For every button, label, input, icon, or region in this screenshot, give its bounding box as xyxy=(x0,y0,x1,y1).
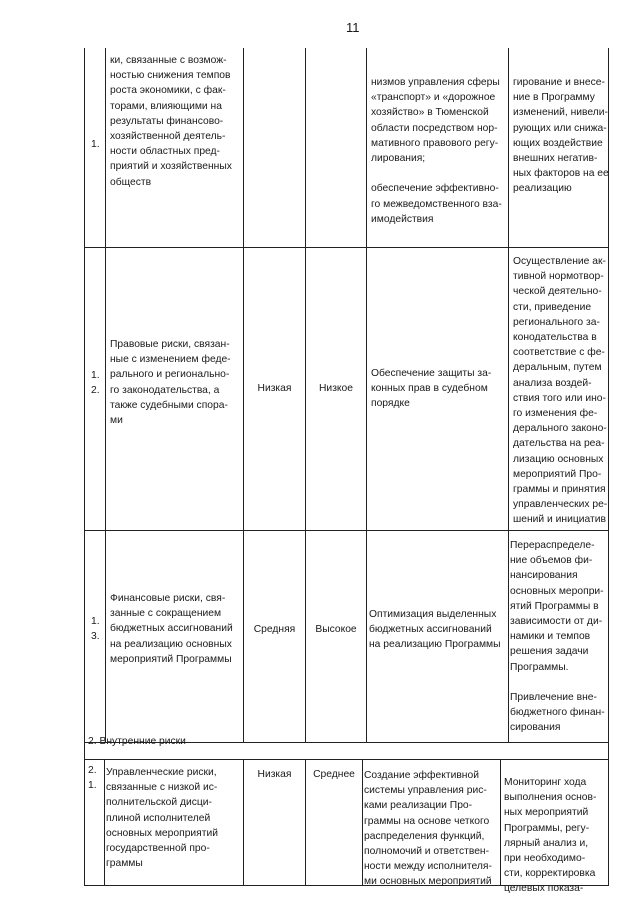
mitigation-measures: низмов управления сферы «транспорт» и «дорожное хозяйство» в Тюменской области посредством нор- мативного правового регу- лирования; обеспечение эффективно- го межведомственного вза- имодействия xyxy=(371,77,502,225)
row-number: 1. 3. xyxy=(91,616,100,643)
impact: Высокое xyxy=(315,624,357,635)
risk-description: Управленческие риски, связанные с низкой ис- полнительской дисци- плиной исполнителей основных мероприятий государственной про- граммы xyxy=(106,767,218,870)
row-number: 2. 1. xyxy=(88,765,97,792)
probability: Низкая xyxy=(257,769,292,780)
risk-description: Правовые риски, связан- ные с изменением феде- рального и регионально- го законодательства, а также судебными спора- ми xyxy=(110,339,231,427)
row-number: 1. xyxy=(91,139,100,150)
response-actions: Осуществление ак- тивной нормотвор- ческой деятельно- сти, приведение регионального за- конодательства в соответствие с фе- деральным, путем анализа воздей- ствия того или ино- го изменения фе- дерального законо- дательства на реа- лизацию основных мероприятий Про- граммы и принятия управленческих ре- шений и инициатив xyxy=(513,256,608,526)
mitigation-measures: Оптимизация выделенных бюджетных ассигнований на реализацию Программы xyxy=(369,609,501,651)
mitigation-measures: Обеспечение защиты за- конных прав в судебном порядке xyxy=(371,368,492,410)
probability: Средняя xyxy=(253,624,296,635)
probability: Низкая xyxy=(257,383,292,394)
response-actions: Перераспределе- ние объемов фи- нансирования основных меропри- ятий Программы в зависимости от ди- намики и темпов решения задачи Программы. Привлечение вне- бюджетного финан- сирования xyxy=(510,540,605,734)
page-number: 11 xyxy=(346,20,360,35)
section-header: 2. Внутренние риски xyxy=(88,736,186,747)
mitigation-measures: Создание эффективной системы управления рис- ками реализации Про- граммы на основе четкого распределения функций, полномочий и ответствен- ности между исполнителя- ми основных мероприятий xyxy=(364,770,492,888)
risk-description: Финансовые риски, свя- занные с сокращением бюджетных ассигнований на реализацию основных мероприятий Программы xyxy=(110,593,233,665)
risk-description: ки, связанные с возмож- ностью снижения темпов роста экономики, с фак- торами, влияющими на результаты финансово- хозяйственной деятель- ности областных пред- приятий и хозяйственных обществ xyxy=(110,55,232,188)
impact: Среднее xyxy=(313,769,355,780)
response-actions: гирование и внесе- ние в Программу изменений, нивели- рующих или снижа- ющих воздействие внешних негатив- ных факторов на ее реализацию xyxy=(513,77,609,195)
row-number: 1. 2. xyxy=(91,370,100,397)
response-actions: Мониторинг хода выполнения основ- ных мероприятий Программы, регу- лярный анализ и, при необходимо- сти, корректировка целевых показа- xyxy=(504,777,597,895)
impact: Низкое xyxy=(319,383,353,394)
